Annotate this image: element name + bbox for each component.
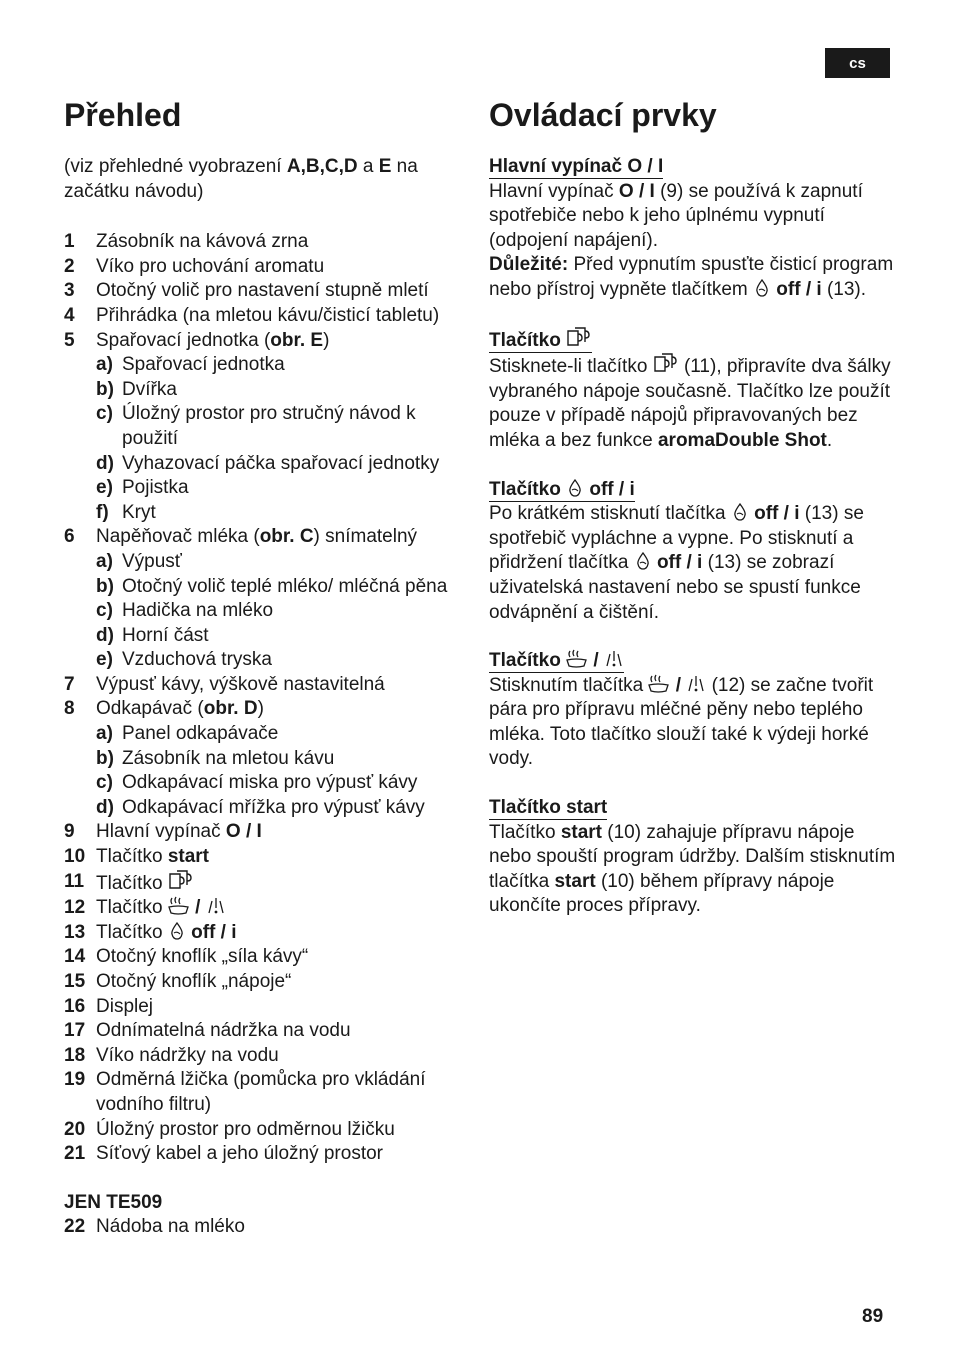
rinse-drop-icon <box>566 478 584 498</box>
list-subitem: a) Spařovací jednotka <box>96 354 285 376</box>
list-item: 5 Spařovací jednotka (obr. E) <box>64 329 330 351</box>
section-text: Po krátkém stisknutí tlačítka off / i (13) se spotřebič vypláchne a vypne. Po stisknutí a přidržení tlačítka off / i (13) se zobrazí uživatelská nastavení nebo se spustí funkce odvápnění a čištění. <box>489 503 864 623</box>
list-subitem: e) Pojistka <box>96 477 189 499</box>
section-steam-button <box>489 649 899 772</box>
list-item: 21 Síťový kabel a jeho úložný prostor <box>64 1143 384 1165</box>
list-item: 11 Tlačítko <box>64 870 476 897</box>
section-main-switch <box>489 155 899 303</box>
list-item: 1 Zásobník na kávová zrna <box>64 231 309 253</box>
list-subitem: d) Odkapávací mřížka pro výpusť kávy <box>96 796 425 818</box>
parts-list <box>64 230 476 1167</box>
list-subitem: e) Vzduchová tryska <box>96 649 272 671</box>
list-subitem: c) Úložný prostor pro stručný návod k použití <box>96 403 416 449</box>
controls-title: Ovládací prvky <box>489 97 717 133</box>
list-subitem: c) Odkapávací miska pro výpusť kávy <box>96 772 418 794</box>
language-badge: cs <box>825 48 890 78</box>
list-subitem: c) Hadička na mléko <box>96 600 274 622</box>
list-item: 15 Otočný knoflík „nápoje“ <box>64 971 292 992</box>
list-item: 18 Víko nádržky na vodu <box>64 1044 279 1066</box>
section-text: Stisknete-li tlačítko (11), připravíte dva šálky vybraného nápoje současně. Tlačítko lze použít pouze v případě nápojů připravovaných bez mléka a bez funkce aromaDouble Shot. <box>489 353 899 453</box>
list-subitem: d) Horní část <box>96 624 209 646</box>
section-off-button <box>489 478 899 626</box>
list-item: 9 Hlavní vypínač O / I <box>64 821 262 843</box>
rinse-drop-icon <box>731 502 749 522</box>
list-subitem: d) Vyhazovací páčka spařovací jednotky <box>96 452 440 474</box>
double-cup-icon <box>653 353 679 375</box>
list-item: 7 Výpusť kávy, výškově nastavitelná <box>64 673 385 695</box>
list-item: 3 Otočný volič pro nastavení stupně mletí <box>64 280 429 302</box>
model-heading: JEN TE509 <box>64 1191 163 1213</box>
list-subitem: b) Zásobník na mletou kávu <box>96 747 335 769</box>
hot-water-icon <box>206 896 226 916</box>
list-subitem: b) Otočný volič teplé mléko/ mléčná pěna <box>96 575 448 597</box>
list-item: 12 Tlačítko / <box>64 896 476 921</box>
section-start-button <box>489 796 899 919</box>
section-title: Tlačítko start <box>489 797 608 819</box>
list-subitem: b) Dvířka <box>96 378 177 400</box>
list-item: 8 Odkapávač (obr. D) <box>64 698 264 720</box>
overview-title: Přehled <box>64 97 182 133</box>
list-item: 13 Tlačítko off / i <box>64 921 237 943</box>
list-item: 2 Víko pro uchování aromatu <box>64 255 325 277</box>
section-title: Hlavní vypínač O / I <box>489 156 664 177</box>
list-item: 22 Nádoba na mléko <box>64 1216 245 1238</box>
list-item: 17 Odnímatelná nádržka na vodu <box>64 1020 351 1042</box>
rinse-drop-icon <box>634 551 652 571</box>
rinse-drop-icon <box>753 278 771 298</box>
list-item: 19 Odměrná lžička (pomůcka pro vkládání vodního filtru) <box>64 1069 426 1115</box>
page-number: 89 <box>862 1306 884 1327</box>
rinse-drop-icon <box>168 921 186 941</box>
section-text: Hlavní vypínač O / I (9) se používá k zapnutí spotřebiče nebo k jeho úplnému vypnutí (odpojení napájení). Důležité: Před vypnutím spusťte čisticí program nebo přístroj vypněte tlačítkem off / i (13). <box>489 180 894 300</box>
section-text: Stisknutím tlačítka / (12) se začne tvořit pára pro přípravu mléčné pěny nebo teplého mléka. Toto tlačítko slouží také k výdeji horké vody. <box>489 674 874 770</box>
list-item: 4 Přihrádka (na mletou kávu/čisticí tabletu) <box>64 304 440 326</box>
section-title: Tlačítko / <box>489 649 624 673</box>
list-item: 6 Napěňovač mléka (obr. C) snímatelný <box>64 526 418 548</box>
hot-water-icon <box>686 674 706 694</box>
section-title: Tlačítko off / i <box>489 478 635 500</box>
double-cup-icon <box>168 870 194 892</box>
section-double-cup <box>489 327 899 454</box>
overview-intro: (viz přehledné vyobrazení A,B,C,D a E na začátku návodu) <box>64 156 418 202</box>
section-title: Tlačítko <box>489 327 592 353</box>
list-subitem: a) Panel odkapávače <box>96 723 279 745</box>
list-item: 20 Úložný prostor pro odměrnou lžičku <box>64 1118 395 1140</box>
steam-icon <box>648 674 670 694</box>
list-subitem: f) Kryt <box>96 501 156 523</box>
controls-column <box>489 95 899 943</box>
double-cup-icon <box>566 327 592 349</box>
list-item: 16 Displej <box>64 995 154 1017</box>
section-text: Tlačítko start (10) zahajuje přípravu nápoje nebo spouští program údržby. Dalším stisknutím tlačítka start (10) během přípravy nápoje ukončíte proces přípravy. <box>489 821 896 917</box>
overview-column <box>64 95 476 1240</box>
list-subitem: a) Výpusť <box>96 550 182 572</box>
steam-icon <box>566 649 588 669</box>
hot-water-icon <box>604 649 624 669</box>
steam-icon <box>168 896 190 916</box>
list-item: 10 Tlačítko start <box>64 846 209 868</box>
list-item: 14 Otočný knoflík „síla kávy“ <box>64 946 309 968</box>
